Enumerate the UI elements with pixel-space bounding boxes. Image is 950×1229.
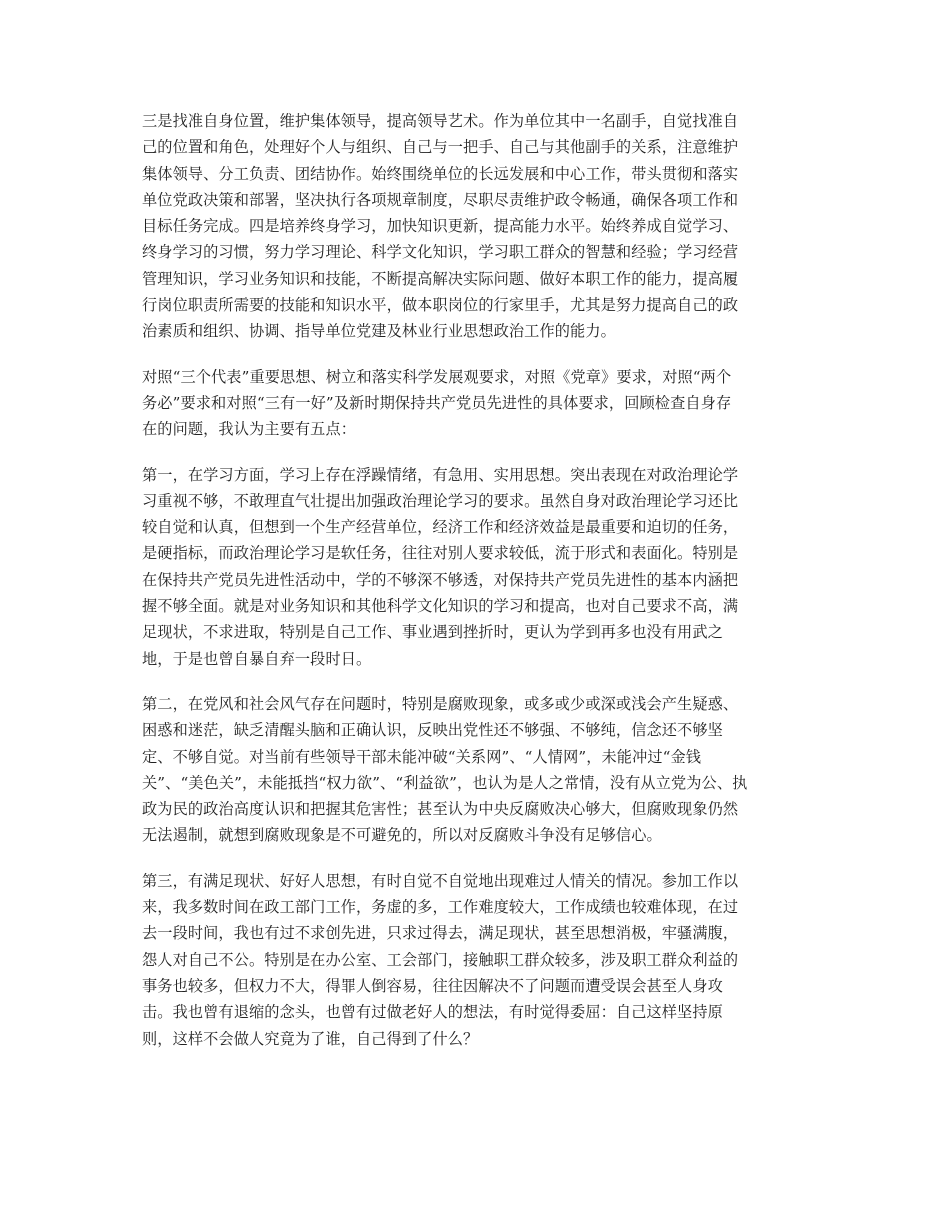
text-line: 己的位置和角色，处理好个人与组织、自己与一把手、自己与其他副手的关系，注意维护 bbox=[142, 138, 739, 157]
text-line: 政为民的政治高度认识和把握其危害性；甚至认为中央反腐败决心够大，但腐败现象仍然 bbox=[142, 800, 739, 819]
document-body bbox=[142, 108, 812, 1071]
text-line: 握不够全面。就是对业务知识和其他科学文化知识的学习和提高，也对自己要求不高，满 bbox=[142, 597, 739, 616]
text-line: 单位党政决策和部署，坚决执行各项规章制度，尽职尽责维护政令畅通，确保各项工作和 bbox=[142, 190, 739, 209]
text-line: 对照“三个代表”重要思想、树立和落实科学发展观要求，对照《党章》要求，对照“两个 bbox=[142, 367, 732, 386]
text-line: 在保持共产党员先进性活动中，学的不够深不够透，对保持共产党员先进性的基本内涵把 bbox=[142, 570, 739, 589]
text-line: 三是找准自身位置，维护集体领导，提高领导艺术。作为单位其中一名副手，自觉找准自 bbox=[142, 112, 739, 130]
text-line: 第三，有满足现状、好好人思想，有时自觉不自觉地出现难过人情关的情况。参加工作以 bbox=[142, 871, 739, 890]
paragraph-point-two bbox=[142, 691, 812, 849]
text-line: 习重视不够，不敢理直气壮提出加强政治理论学习的要求。虽然自身对政治理论学习还比 bbox=[142, 491, 739, 510]
text-line: 较自觉和认真，但想到一个生产经营单位，经济工作和经济效益是最重要和迫切的任务， bbox=[142, 518, 739, 537]
text-line: 治素质和组织、协调、指导单位党建及林业行业思想政治工作的能力。 bbox=[142, 322, 616, 341]
text-line: 第一，在学习方面，学习上存在浮躁情绪，有急用、实用思想。突出表现在对政治理论学 bbox=[142, 465, 739, 484]
text-line: 定、不够自觉。对当前有些领导干部未能冲破“关系网”、“人情网”，未能冲过“金钱 bbox=[142, 747, 702, 766]
text-line: 来，我多数时间在政工部门工作，务虚的多，工作难度较大，工作成绩也较难体现，在过 bbox=[142, 898, 739, 917]
paragraph-review-intro bbox=[142, 364, 812, 443]
text-line: 是硬指标，而政治理论学习是软任务，往往对别人要求较低，流于形式和表面化。特别是 bbox=[142, 544, 739, 563]
text-line: 集体领导、分工负责、团结协作。始终围绕单位的长远发展和中心工作，带头贯彻和落实 bbox=[142, 164, 739, 183]
text-line: 则，这样不会做人究竟为了谁，自己得到了什么？ bbox=[142, 1029, 479, 1048]
text-line: 击。我也曾有退缩的念头，也曾有过做老好人的想法，有时觉得委屈：自己这样坚持原 bbox=[142, 1003, 723, 1022]
paragraph-point-one bbox=[142, 462, 812, 672]
text-line: 在的问题，我认为主要有五点： bbox=[142, 420, 357, 439]
text-line: 目标任务完成。四是培养终身学习，加快知识更新，提高能力水平。始终养成自觉学习、 bbox=[142, 217, 739, 236]
text-line: 第二，在党风和社会风气存在问题时，特别是腐败现象，或多或少或深或浅会产生疑惑、 bbox=[142, 694, 739, 713]
text-line: 管理知识，学习业务知识和技能，不断提高解决实际问题、做好本职工作的能力，提高履 bbox=[142, 269, 739, 288]
paragraph-point-three bbox=[142, 868, 812, 1052]
text-line: 行岗位职责所需要的技能和知识水平，做本职岗位的行家里手，尤其是努力提高自己的政 bbox=[142, 296, 739, 315]
text-line: 地，于是也曾自暴自弃一段时日。 bbox=[142, 649, 372, 668]
text-line: 无法遏制，就想到腐败现象是不可避免的，所以对反腐败斗争没有足够信心。 bbox=[142, 826, 662, 845]
text-line: 关”、“美色关”，未能抵挡“权力欲”、“利益欲”，也认为是人之常情，没有从立党为公、执 bbox=[142, 773, 748, 792]
text-line: 终身学习的习惯，努力学习理论、科学文化知识，学习职工群众的智慧和经验；学习经营 bbox=[142, 243, 739, 262]
text-line: 务必”要求和对照“三有一好”及新时期保持共产党员先进性的具体要求，回顾检查自身存 bbox=[142, 393, 732, 412]
text-line: 足现状，不求进取，特别是自己工作、事业遇到挫折时，更认为学到再多也没有用武之 bbox=[142, 623, 723, 642]
text-line: 事务也较多，但权力不大，得罪人倒容易，往往因解决不了问题而遭受误会甚至人身攻 bbox=[142, 976, 723, 995]
text-line: 去一段时间，我也有过不求创先进，只求过得去，满足现状，甚至思想消极，牢骚满腹， bbox=[142, 924, 739, 943]
text-line: 怨人对自己不公。特别是在办公室、工会部门，接触职工群众较多，涉及职工群众利益的 bbox=[142, 950, 739, 969]
text-line: 困惑和迷茫，缺乏清醒头脑和正确认识，反映出党性还不够强、不够纯，信念还不够坚 bbox=[142, 721, 723, 740]
paragraph-leadership bbox=[142, 108, 812, 345]
